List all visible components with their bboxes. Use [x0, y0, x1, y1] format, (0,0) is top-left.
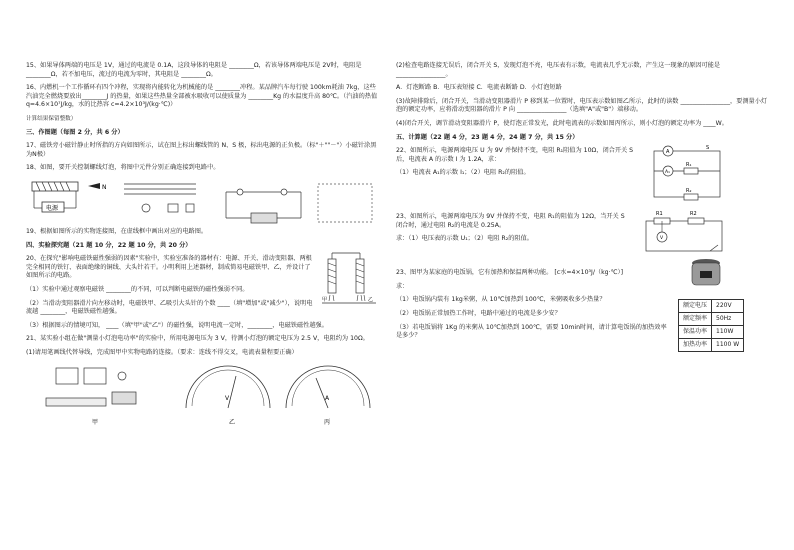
svg-text:A: A: [325, 395, 330, 403]
fig22-circuit: [646, 145, 726, 203]
svg-text:R1: R1: [656, 211, 663, 218]
svg-text:S: S: [706, 145, 710, 152]
lamp-icon: [281, 189, 287, 195]
table-row: 加热功率 1100 W: [679, 339, 744, 352]
physical-circuit-figure: [226, 189, 301, 223]
question-24-ask: 求：: [396, 282, 409, 290]
question-24-part3: （3）若电饭锅将 1Kg 的米粥从 10℃加热到 100℃，需要 10min时间，请计算电饭锅的加热效率是多少？: [396, 323, 667, 340]
question-24-part1: （1）电饭锅内装有 1kg米粥，从 10℃加热到 100℃，米粥吸收多少热量？: [396, 296, 606, 304]
question-21-part3: (3)故障排除后，闭合开关，当滑动变阻器滑片 P 移到某一位置时，电压表示数如图乙所示，此时的读数 ________________，要测量小灯泡的额定功率，应将滑动变阻器的滑片 P 向 ________________（选填"A"或"B"）端移动。: [396, 97, 768, 114]
question-19: 19、根据如图所示的实物连接图，在虚线框中画出对应的电路图。: [26, 227, 208, 235]
voltmeter-icon: [84, 368, 106, 384]
question-23-stem: 23、如图所示，电源两端电压为 9V 并保持不变，电阻 R₁的阻值为 12Ω，当开关 S 闭合时，通过电阻 R₂的电流是 0.25A。: [396, 213, 625, 229]
solenoid-figure: [32, 182, 100, 212]
fig21-label-jia: 甲: [92, 419, 99, 427]
lamp-icon: [237, 189, 243, 195]
section-3-heading: 三、作图题（每图 2 分，共 6 分）: [26, 128, 124, 136]
question-22-parts: （1）电流表 A₁的示数 I₁；（2）电阻 R₂的阻值。: [396, 169, 530, 177]
question-20-part3: （3）根据图示的情境可知， ____（填"甲"或"乙"）的磁性强，说明电流一定时，________，电磁铁磁性越强。: [26, 321, 328, 329]
question-16-note: 计算结果保留整数）: [26, 115, 77, 122]
question-21-stem: 21、某实验小组在做"测量小灯泡电功率"的实验中，所用电源电压为 3 V，待测小灯泡的额定电压为 2.5 V，电阻约为 10Ω。: [26, 335, 369, 343]
table-row: 额定电压 220V: [679, 300, 744, 313]
svg-text:R₁: R₁: [686, 162, 692, 169]
question-21-part4: (4)闭合开关，调节滑动变阻器滑片 P，使灯泡正常发光，此时电流表的示数如图丙所示，则小灯泡的额定功率为 ____W。: [396, 119, 728, 127]
svg-text:A₁: A₁: [665, 170, 670, 176]
svg-text:V: V: [225, 395, 230, 403]
battery-icon: [112, 392, 136, 404]
svg-text:A: A: [666, 149, 670, 156]
fig18-label-n: N: [102, 183, 107, 191]
svg-text:R₂: R₂: [686, 188, 692, 195]
electromagnet-figure: [318, 243, 380, 307]
ammeter-icon: [56, 368, 78, 384]
question-21-options: A．灯泡断路 B．电压表短接 C．电流表断路 D．小灯泡短路: [396, 84, 562, 92]
section-5-heading: 五、计算题（22 题 4 分，23 题 4 分，24 题 7 分，共 15 分）: [396, 133, 579, 141]
question-22-stem: 22、如图所示，电源两端电压 U 为 9V 并保持不变，电阻 R₁阻值为 10Ω，闭合开关 S 后，电流表 A 的示数 I 为 1.2A，求：: [396, 147, 634, 163]
answer-dashed-box: [318, 184, 372, 222]
fig21-ammeter-dial: [286, 366, 370, 408]
fig20-label-yi: 乙: [368, 297, 374, 304]
question-24-stem: 23、图甲为某家庭的电饭锅，它有加热和保温两种功能。 [c水=4×10³J/（kg·℃）]: [396, 269, 624, 277]
pin-icon: [329, 295, 365, 301]
left-column: [26, 62, 378, 428]
fig21-label-yi: 乙: [229, 419, 236, 427]
switch-icon: [710, 245, 718, 251]
question-18: 18、如图，要开关控制螺线灯泡，将图中元件分别正确连接到电路中。: [26, 164, 220, 172]
question-22-block: [396, 147, 768, 213]
socket-icon: [186, 204, 194, 212]
fig21-circuit: [46, 368, 136, 406]
svg-text:R2: R2: [690, 211, 697, 218]
fig21-voltmeter-dial: [186, 366, 270, 408]
figure-row-17-19: [26, 178, 378, 228]
question-21-part1: (1)请用笔画线代替导线，完成图甲中实物电路的连接。（要求：连线不得交叉，电流表量程要正确）: [26, 348, 298, 356]
right-column: [396, 62, 768, 346]
figures-21: [26, 362, 378, 428]
fig20-label-jia: 甲: [322, 297, 328, 304]
question-24-block: [396, 269, 768, 348]
spec-table: [678, 299, 744, 352]
table-row: 额定频率 50Hz: [679, 313, 744, 326]
fig23-circuit: [640, 207, 730, 259]
figures-17-19: [26, 178, 378, 228]
battery-icon: [251, 213, 277, 223]
switch-icon: [168, 204, 178, 212]
question-16: 16、内燃机一个工作循环有四个冲程，实现将内能转化为机械能的是 ________冲程。某品牌汽车每行驶 100km耗油 7kg，这些汽油完全燃烧要放出________J 的热量，如果这些热量全部被水吸收可以使质量为 ________Kg 的水温度升高 80℃。（汽油的热值 q=4.6×10⁷J/kg，水的比热容 c=4.2×10³J/(kg·℃)）: [26, 84, 378, 109]
resistor-icon: [688, 218, 704, 224]
lamp-wiring-figure: [124, 184, 196, 212]
rice-cooker-icon: [686, 255, 726, 291]
question-20-stem: 20、在探究"影响电磁铁磁性强弱的因素"实验中，实验室准备的器材有：电源、开关、滑动变阻器、两根完全相同的铁钉、表面绝缘的铜线、大头针若干。小明利用上述器材，制成简易电磁铁甲、乙，并设计了如图所示的电路。: [26, 255, 312, 280]
section-4-heading: 四、实验探究题（21 题 10 分，22 题 10 分，共 20 分）: [26, 241, 192, 249]
resistor-icon: [684, 168, 698, 174]
resistor-icon: [684, 194, 698, 200]
lamp-icon: [118, 372, 126, 380]
table-row: 保温功率 110W: [679, 326, 744, 339]
question-15: 15、如果导体两端的电压是 1V，通过的电流是 0.1A，这段导体的电阻是 ________Ω，若该导体两端电压是 2V时，电阻是________Ω，若不加电压，流过的电流为零时，其电阻是 ________Ω。: [26, 62, 362, 78]
bulb-icon: [142, 204, 150, 212]
question-21-part2: (2)检查电路连接无误后，闭合开关 S，发现灯泡不亮，电压表有示数，电流表几乎无示数，产生这一现象的原因可能是 ________________。: [396, 62, 721, 78]
rheostat-icon: [46, 398, 106, 406]
question-23-parts: 求：（1）电压表的示数 U₁；（2）电阻 R₂的阻值。: [396, 235, 533, 243]
svg-text:V: V: [660, 236, 664, 242]
fig18-label-power: 电源: [46, 204, 59, 212]
question-24-part2: （2）电饭锅正常加热工作时，电路中通过的电流是多少安？: [396, 309, 561, 317]
compass-needle-icon: [88, 183, 100, 189]
question-20-part1: （1）实验中通过观察电磁铁 ________的不同，可以判断电磁铁的磁性强弱不同。: [26, 285, 249, 293]
question-17: 17、磁铁旁小磁针静止时所指的方向如图所示，试在图上标出螺线管的 N、S 极，标出电源的正负极。（标"＋""－"）小磁针涂黑为N极）: [26, 142, 377, 158]
question-20-part2: （2）当滑动变阻器滑片向左移动时，电磁铁甲、乙吸引大头针的个数 ____（填"增加"或"减少"），说明电流越 ________，电磁铁磁性越强。: [26, 299, 313, 316]
question-20-block: [26, 255, 378, 317]
fig21-label-bing: 丙: [324, 419, 331, 427]
